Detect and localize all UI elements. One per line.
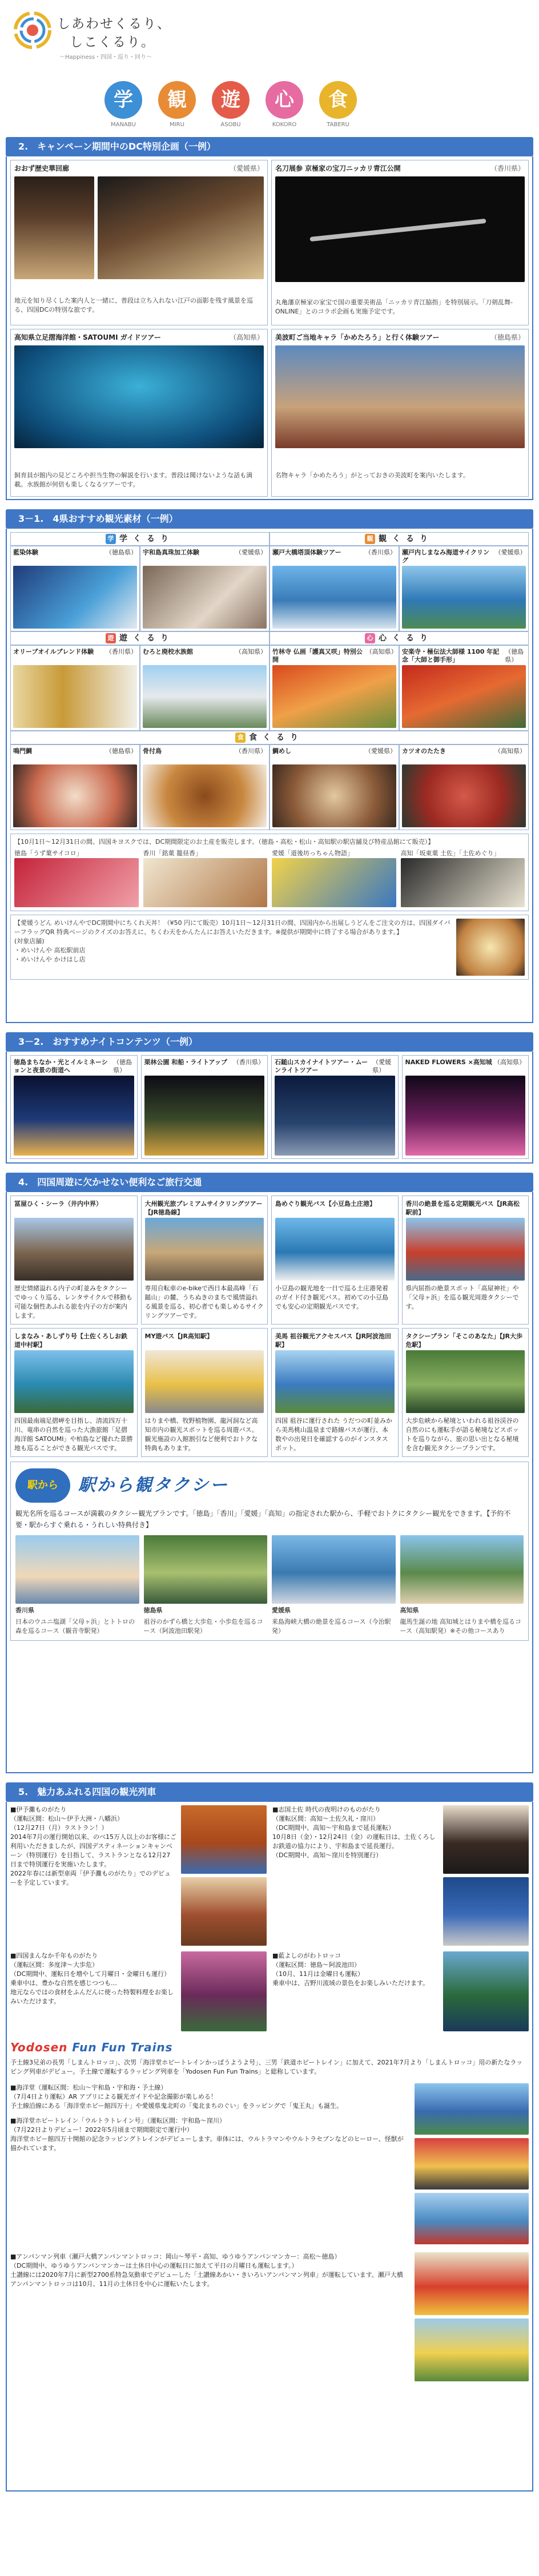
transport-item [10, 1196, 138, 1325]
item-pref: （香川県） [365, 549, 396, 556]
transport-item [402, 1196, 529, 1325]
badge-icon: 遊 [106, 633, 116, 643]
item-name: むろと廃校水族館 [143, 648, 193, 655]
section-title: 3－1. 4県おすすめ観光素材（一例） [6, 509, 533, 529]
photo [14, 858, 139, 907]
material-item [140, 546, 270, 631]
transport-item [271, 1328, 399, 1457]
material-row [10, 744, 529, 830]
material-item [270, 546, 399, 631]
photo [275, 176, 525, 282]
night-item [402, 1055, 529, 1159]
item-pref: （高知県） [494, 1058, 525, 1066]
category-label: 食くるり [249, 732, 304, 742]
item-pref: （高知県） [365, 648, 397, 655]
item-pref: （愛媛県） [365, 747, 396, 755]
train-desc: ■藍よしのがわトロッコ （運転区間：徳島～阿波池田） （10月、11月は金曜日も運転） 乗車中は、吉野川流域の景色をお楽しみいただけます。 [272, 1952, 429, 1987]
train-desc: ■志国土佐 時代の夜明けのものがたり （運転区間：高知～土佐久礼・窪川） （DC期間中、高知～宇和島まで延長運転） 10月8日（金）・12月24日（金）の運転日は、土佐くろしお鉄道の協力により、宇和島まで延長運行。 （DC期間中、高知～窪川を特別運行） [272, 1806, 436, 1859]
section-materials [6, 509, 533, 1023]
udon-promo [10, 915, 529, 980]
train-desc: ■四国まんなか千年ものがたり （運転区間：多度津～大歩危） （DC期間中、運転日を増やして月曜日・金曜日も運行） 乗車中は、豊かな自然を感じつつも… 地元ならではの食材をふんだんに使った特製料理をお楽しみいただけます。 [10, 1952, 174, 2005]
promo-list-item: ・めいけんや かけはし店 [14, 956, 86, 963]
photo [15, 1535, 139, 1604]
item-pref: （香川県） [233, 1058, 264, 1066]
course-pref: 香川県 [15, 1607, 34, 1614]
photo [415, 2138, 529, 2189]
material-item [270, 744, 399, 830]
yodosen-sublabel: Fun Fun Trains [72, 2040, 173, 2054]
kanji-char: 心 [266, 81, 303, 119]
item-name: 石鎚山スカイナイトツアー・ムーンライトツアー [275, 1058, 368, 1074]
photo [275, 1350, 395, 1413]
item-name: タクシープラン「そこのあなた」【JR大歩危駅】 [405, 1333, 523, 1349]
slogan-line2: しこくるり。 [70, 35, 155, 50]
souvenir-name: 愛媛「道後坊っちゃん物語」 [272, 850, 353, 857]
taxi-plan [10, 1462, 529, 1641]
slogan-line1: しあわせくるり、 [57, 17, 171, 31]
item-pref: （香川県） [490, 164, 525, 172]
photo [415, 2083, 529, 2135]
yodosen-label: Yodosen [10, 2040, 68, 2054]
photo [272, 858, 396, 907]
item-name: 香川の絶景を巡る定期観光バス【JR高松駅前】 [405, 1200, 520, 1216]
item-pref: （徳島県） [106, 747, 137, 755]
promo-text: 【愛媛うどん めいけんやでDC期間中にちくれ天丼！（¥50 円にて販売）10月1日～12月31日の間、四国内から出展しうどんをご注文の方は、四国ダイバーフラッグQR 特典ページのクイズのお答えに、ちくわ天をかんたんにお答えいただきます。※提供が期間中に終了する場合があります。】 [14, 919, 450, 936]
item-desc: 名物キャラ「かめたろう」がとっておきの美波町を案内いたします。 [275, 472, 469, 480]
photo [14, 345, 264, 448]
material-item [270, 645, 399, 731]
photo [13, 764, 137, 827]
photo [13, 665, 137, 728]
item-name: 鳴門鯛 [13, 747, 32, 755]
campaign-item [271, 329, 529, 497]
train-desc: ■アンパンマン列車（瀬戸大橋アンパンマントロッコ：岡山～琴平・高知、ゆうゆうアンパンマンカー：高松～徳島） （DC期間中、ゆうゆうアンパンマンカーは土休日中心の運転日に加えて平日の月曜日も運転します。） 土讃線には2020年7月に新型2700系特急気動車でデビューした「土讃線あかい・きいろいアンパンマン列車」が運転しています。瀬戸大橋アンパンマントロッコは10月、11月の土休日を中心に運転いたします。 [10, 2253, 403, 2288]
photo [456, 919, 525, 976]
transport-item [141, 1196, 268, 1325]
badge-icon: 食 [235, 732, 246, 743]
category-label: 心くるり [379, 633, 433, 643]
item-pref: （徳島県） [113, 1058, 132, 1074]
souvenir-name: 香川「銘菓 籠昼香」 [143, 850, 202, 857]
kanji-taberu [317, 81, 359, 130]
item-desc: 四国 祖谷に運行された うだつの町並みから美馬桃山温泉まで路線バスが運行、本数やの出発日を確認するのがインスタスポット。 [275, 1417, 392, 1452]
train-item [272, 1805, 529, 1946]
material-item [140, 645, 270, 731]
item-title: 名刀展参 京極家の宝刀ニッカリ青江公開 [275, 164, 401, 172]
night-item [10, 1055, 138, 1159]
photo [272, 1535, 396, 1604]
photo [401, 858, 525, 907]
course-pref: 愛媛県 [272, 1607, 291, 1614]
night-item [271, 1055, 399, 1159]
taxi-course [400, 1535, 524, 1636]
item-desc: 大歩危峡から秘境といわれる祖谷渓谷の自然のにも運転手が語る秘境などスポットを巡りながら、旅の思い出となる秘境を含む観光タクシープランです。 [405, 1417, 519, 1452]
item-name: 鯛めし [272, 747, 291, 755]
item-pref: （愛媛県） [494, 549, 526, 556]
train-item [10, 1805, 267, 1946]
course-desc: 祖谷のかずら橋と大歩危・小歩危を巡るコース（阿波池田駅発） [143, 1618, 263, 1635]
train-item [10, 1951, 267, 2031]
transport-item [402, 1328, 529, 1457]
category-label: 学くるり [119, 534, 174, 544]
yodosen-desc: 予土線3兄弟の長男「しまんトロッコ」、次男「海洋堂ホビートレインかっぱうようよ号」、三男「鉄道ホビートレイン」に加えて、2021年7月より「しまんトロッコ」用の新たなラッピング列車がデビュー。予土線で運転するラッピング列車を「Yodosen Fun Fun Trains」と総称しています。 [10, 2059, 523, 2075]
kanji-char: 観 [158, 81, 196, 119]
photo [143, 858, 268, 907]
item-name: カツオのたたき [402, 747, 446, 755]
item-desc: 歴史情緒溢れる内子の町並みをタクシーでゆっくり巡る、レンタサイクルで移動も可能な個性あふれる旅を内子の方が案内します。 [14, 1285, 132, 1319]
item-name: 竹林寺 仏画「護真又咲」特別公開 [272, 648, 363, 663]
souvenir-name: 高知「坂東菓 土佐」「土佐めぐり」 [400, 850, 500, 857]
category-asobu [10, 631, 270, 645]
photo [14, 1076, 134, 1156]
section-title: 5. 魅力あふれる四国の観光列車 [6, 1782, 533, 1802]
transport-item [271, 1196, 399, 1325]
material-row [10, 645, 529, 731]
photo [415, 2319, 529, 2381]
night-item [141, 1055, 268, 1159]
souvenir-name: 徳島「うず菓サイコロ」 [14, 850, 83, 857]
section-title: 3－2. おすすめナイトコンテンツ（一例） [6, 1032, 533, 1052]
souvenir-item [401, 849, 525, 907]
photo [275, 1076, 395, 1156]
category-label: 遊くるり [119, 633, 174, 643]
train-desc: ■海洋堂（運転区間：松山～宇和島・宇和海・予土線） （7月4日より運転）AR アプリによる観光ガイドや記念撮影が楽しめる！ 予土線沿線にある「海洋堂ホビー館四万十」や愛媛県鬼北町の「鬼北まちのぐい」をラッピングで「鬼王丸」も誕生。 [10, 2084, 343, 2110]
item-pref: （愛媛県） [229, 164, 264, 172]
photo [443, 1951, 529, 2031]
item-name: 美馬 祖谷観光アクセスバス【JR阿波池田駅】 [275, 1333, 392, 1349]
item-name: 瀬戸内しまなみ海道サイクリング [402, 549, 490, 564]
section-night [6, 1032, 533, 1164]
header [0, 0, 539, 137]
kiosk-promo [10, 834, 529, 911]
item-pref: （徳島県） [106, 549, 137, 556]
kanji-miru [156, 81, 198, 130]
item-pref: （高知県） [229, 333, 264, 341]
taxi-course [15, 1535, 139, 1636]
item-name: オリーブオイルブレンド体験 [13, 648, 94, 655]
photo [181, 1951, 267, 2031]
kanji-kokoro [264, 81, 305, 130]
photo [98, 176, 264, 279]
shikoku-logo-icon [13, 10, 53, 50]
train-desc: ■伊予灘ものがたり （運転区間：松山～伊予大洲・八幡浜） （12月27日（月）ラストラン！） 2014年7月の運行開始以来、のべ15万人以上のお客様にご利用いただきましたが、四国デスティネーションキャンペーン（特別運行）を目指して、ラストランとなる12月27日まで特別運行を実施いたします。 2022年春には新型車両「伊予灘ものがたり」でのデビューを予定しています。 [10, 1806, 176, 1886]
photo [144, 1076, 265, 1156]
item-pref: （徳島県） [505, 648, 524, 663]
item-title: 高知県立足摺海洋館・SATOUMI ガイドツアー [14, 333, 161, 341]
section-trains [6, 1782, 533, 2492]
photo [272, 764, 396, 827]
kanji-roma: KOKORO [272, 122, 297, 128]
course-desc: 来島海峡大橋の絶景を巡るコース（今治駅発） [272, 1618, 391, 1635]
photo [272, 665, 396, 728]
item-name: 島めぐり観光バス【小豆島土庄港】 [275, 1200, 376, 1208]
photo [275, 1218, 395, 1281]
item-pref: （愛媛県） [235, 549, 267, 556]
badge-icon: 心 [365, 633, 375, 643]
item-desc: 飼育員が館内の見どころや担当生物の解説を行います。普段は聞けないような話も満載。水族館が何倍も楽しくなるツアーです。 [14, 472, 253, 489]
item-name: 骨付鳥 [143, 747, 162, 755]
photo [181, 1877, 267, 1946]
photo [415, 2252, 529, 2315]
promo-list-item: (対象店舗) [14, 937, 45, 945]
kanji-char: 遊 [212, 81, 250, 119]
yodosen-logo [10, 2039, 529, 2056]
photo [14, 1350, 134, 1413]
photo [400, 1535, 524, 1604]
item-desc: 丸亀藩京極家の家宝で国の重要美術品「ニッカリ青江脇指」を特別展示。「刀剣乱舞-ONLINE」とのコラボ企画も実施予定です。 [275, 299, 513, 316]
section-title: 4. 四国周遊に欠かせない便利なご旅行交通 [6, 1173, 533, 1192]
taxi-course [272, 1535, 396, 1636]
item-name: 栗林公園 和船・ライトアップ [144, 1058, 227, 1066]
taxi-course [144, 1535, 268, 1636]
item-pref: （香川県） [106, 648, 137, 655]
item-name: 徳島まちなか・光とイルミネーションと夜景の街道へ [14, 1058, 108, 1074]
photo [402, 764, 526, 827]
photo [402, 665, 526, 728]
badge-icon: 学 [106, 534, 116, 544]
item-name: NAKED FLOWERS ×高知城 [405, 1058, 492, 1066]
photo [181, 1805, 267, 1874]
train-item [10, 2083, 529, 2244]
section-transport [6, 1173, 533, 1773]
item-desc: 小豆島の観光地を一日で巡る土庄港発着のガイド付き観光バス。初めての小豆島でも安心の定期観光バスです。 [275, 1285, 388, 1310]
course-pref: 高知県 [400, 1607, 419, 1614]
material-item [140, 744, 270, 830]
photo [143, 764, 267, 827]
item-pref: （愛媛県） [372, 1058, 392, 1074]
photo [14, 1218, 134, 1281]
item-name: しまなみ・あしずり号【土佐くろしお鉄道中村駅】 [14, 1333, 127, 1349]
material-item [10, 546, 140, 631]
transport-item [10, 1328, 138, 1457]
taxi-logo-icon: 駅から [15, 1468, 70, 1503]
material-item [399, 744, 529, 830]
campaign-item [10, 160, 268, 325]
item-desc: 専用自転車のe-bikeで西日本最高峰「石鎚山」の麓、うちぬきのまちで風情溢れる風景を巡る、初心者でも楽しめるサイクリングツアーです。 [144, 1285, 264, 1319]
item-name: 冨屋ひく・シーラ（井内中界） [14, 1200, 102, 1208]
item-name: 安楽寺・極伝法大師様 1100 年記念「大師と御手形」 [402, 648, 500, 663]
kanji-roma: MANABU [111, 122, 136, 128]
item-name: MY遊バス【JR高知駅】 [144, 1333, 213, 1340]
kanji-roma: ASOBU [220, 122, 241, 128]
course-pref: 徳島県 [143, 1607, 163, 1614]
taxi-desc: 観光名所を巡るコースが満載のタクシー観光プランです。「徳島」「香川」「愛媛」「高知」の指定された駅から、手軽でおトクにタクシー観光をできます。【予約不要・駅からすぐ乗れる・うれしい特典付き】 [15, 1510, 511, 1529]
item-desc: 地元を知り尽くした案内人と一緒に、普段は立ち入れない江戸の面影を残す風景を巡る、四国DCの特別な旅です。 [14, 297, 253, 314]
item-desc: 県内屈指の絶景スポット「高屋神社」や「父母ヶ浜」を巡る観光周遊タクシーです。 [405, 1285, 519, 1310]
material-item [399, 546, 529, 631]
item-name: 大州観光旅プレミアムサイクリングツアー【JR徳島線】 [144, 1200, 263, 1216]
item-desc: 四国最南端足摺岬を目指し、清流四万十川、竜串の自然を巡った大漁旅館「足摺海洋館 SATOUMI」や柏島など優れた景勝地も巡ることができる観光バスです。 [14, 1417, 133, 1452]
photo [415, 2193, 529, 2244]
section-campaign [6, 137, 533, 500]
photo [13, 566, 137, 629]
theme-kanji-row [103, 81, 359, 130]
photo [406, 1350, 525, 1413]
train-item [10, 2252, 529, 2381]
material-item [10, 744, 140, 830]
course-desc: 龍馬生誕の地 高知城とはりまや橋を巡るコース（高知駅発）※その他コースあり [400, 1618, 521, 1635]
photo [272, 566, 396, 629]
promo-list-item: ・めいけんや 高松駅前店 [14, 947, 86, 954]
badge-icon: 観 [365, 534, 375, 544]
photo [402, 566, 526, 629]
photo [406, 1218, 525, 1281]
campaign-item [10, 329, 268, 497]
kanji-char: 学 [104, 81, 142, 119]
slogan-sub: ～Happiness・四国・巡り・回り～ [59, 54, 152, 61]
photo [145, 1350, 264, 1413]
photo [405, 1076, 526, 1156]
category-taberu [10, 731, 529, 744]
item-desc: はりまや橋、牧野植物園、龍河洞など高知市内の観光スポットを巡る周遊バス。観光施設の入館割引など便利でおトクな特典もあります。 [144, 1417, 258, 1452]
taxi-banner [15, 1467, 524, 1504]
item-pref: （高知県） [494, 747, 526, 755]
kanji-char: 食 [319, 81, 357, 119]
taxi-title: 駅から観タクシー [78, 1475, 229, 1496]
course-desc: 日本のウユニ塩湖「父母ヶ浜」とトトロの森を巡るコース（観音寺駅発） [15, 1618, 135, 1635]
souvenir-item [143, 849, 268, 907]
material-item [399, 645, 529, 731]
photo [275, 345, 525, 448]
photo [144, 1535, 268, 1604]
item-pref: （高知県） [235, 648, 267, 655]
photo [145, 1218, 264, 1281]
photo [143, 665, 267, 728]
kanji-roma: MIRU [170, 122, 184, 128]
category-miru [270, 532, 529, 546]
material-item [10, 645, 140, 731]
item-pref: （徳島県） [490, 333, 525, 341]
item-title: 美波町ご当地キャラ「かめたろう」と行く体験ツアー [275, 333, 440, 341]
train-desc: ■海洋堂ホビートレイン「ウルトラトレイン号」（運転区間：宇和島～窪川） （7月22日よりデビュー！2022年5月頃まで期間限定で運行中） 海洋堂ホビー館四万十開館の記念ラッピングトレインがデビューします。車体には、ウルトラマンやウルトラセブンなどのヒーロー、怪獣が描かれています。 [10, 2117, 404, 2152]
category-kokoro [270, 631, 529, 645]
material-row [10, 546, 529, 631]
category-label: 観くるり [379, 534, 433, 544]
souvenir-item [14, 849, 139, 907]
train-item [272, 1951, 529, 2031]
photo [143, 566, 267, 629]
item-title: おおず歴史華回廊 [14, 164, 70, 172]
campaign-item [271, 160, 529, 325]
souvenir-item [272, 849, 396, 907]
kanji-manabu [103, 81, 144, 130]
slogan [57, 15, 171, 51]
item-pref: （香川県） [235, 747, 267, 755]
transport-item [141, 1328, 268, 1457]
item-name: 宇和島真珠加工体験 [143, 549, 199, 556]
photo [14, 176, 94, 279]
kanji-asobu [210, 81, 251, 130]
item-name: 藍染体験 [13, 549, 38, 556]
kanji-roma: TABERU [327, 122, 349, 128]
photo [443, 1877, 529, 1946]
photo [443, 1805, 529, 1874]
section-title: 2. キャンペーン期間中のDC特別企画（一例） [6, 137, 533, 156]
item-name: 瀬戸大橋塔頂体験ツアー [272, 549, 341, 556]
category-manabu [10, 532, 270, 546]
promo-text: 【10月1日～12月31日の間、四国キヨスクでは、DC期間限定のお土産を販売します。（徳島・高松・松山・高知駅の駅店舗及び特産品館にて販売）】 [14, 838, 435, 846]
